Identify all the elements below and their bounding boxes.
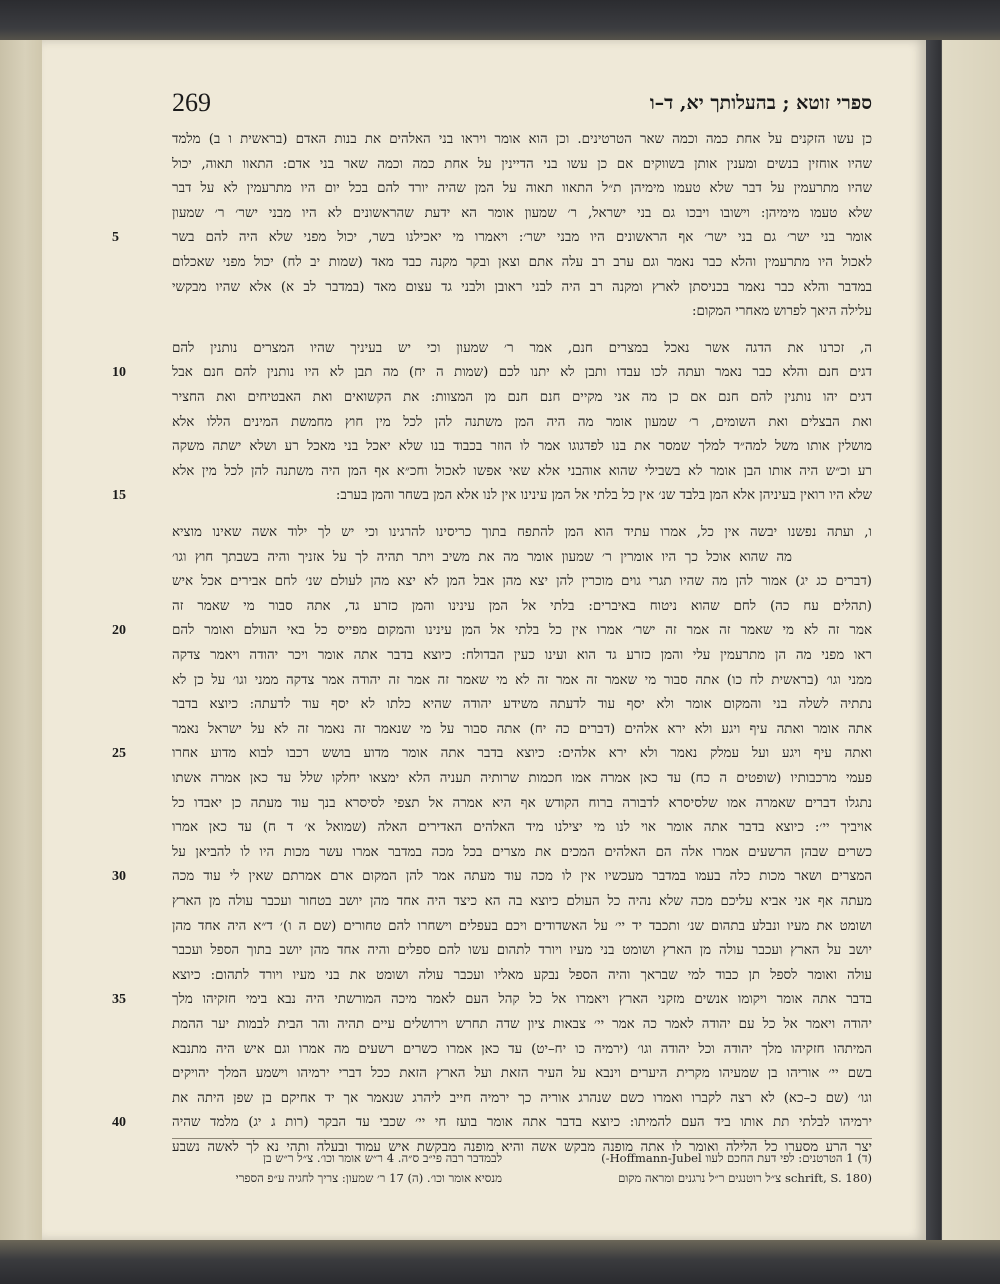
body-line: מושלין אותו משל למה״ד למלך שמסר את בנו לפדגוגו אמר לו הוזר בכבוד בנו שלא יאכל בני מאכל רע ושלא ישתה משקה [172, 439, 872, 455]
body-line: ואתה עיף ויגע ועל עמלק נאמר ולא ירא אלהים: כיוצא בדבר אתה אומר מדוע בושש רכבו לבוא מדוע אחרו [172, 746, 872, 762]
body-line: פעמי מרכבותיו (שופטים ה כח) עד כאן אמרה אמו חכמות שרותיה תעניה הלא ימצאו יחלקו שלל עד כאן אמרה אשתו [172, 771, 872, 786]
line-number: 15 [112, 488, 126, 504]
body-line: עלילה היאך לפרוש מאחרי המקום: [691, 304, 872, 320]
book-cover-left-edge [0, 0, 42, 1284]
running-title: ספרי זוטא ; בהעלותך יא, ד–ו [649, 92, 872, 114]
page-header [172, 88, 872, 128]
body-line: ראו מפני מה הן מתרעמין עלי והמן כזרע גד הוא ועינו כעין הבדולח: כיוצא בדבר אתה אומר ויכר יהודה ויאמר צדקה [172, 648, 872, 663]
body-line: שלא טעמו מימיהן: וישובו ויבכו גם בני ישראל, ר׳ שמעון אומר הא ידעת שהראשונים לא היו מבני ישר׳ ר׳ שמעון [172, 205, 872, 221]
body-line: ואת הבצלים ואת השומים, ר׳ שמעון אומר מה היה המן משתנה להן לכל מין חוץ מחמשת המינים הללו אלא [172, 414, 872, 430]
footnote-divider [172, 1138, 872, 1139]
body-line: (תהלים עח כה) לחם שהוא ניטוח באיברים: בלתי אל המן עינינו והמן כזרע גד, אתה סבור מי שאמר זה [172, 598, 872, 614]
book-cover-bottom-edge [0, 1240, 1000, 1284]
book-page [42, 40, 926, 1240]
body-line: יצר הרע מסערו כל הלילה ואומר לו אתה מופנה מבקש אשה והיא מופנה מבקשת איש עמוד ובעלה ותהי נא לך לאשה נשבע [172, 1140, 872, 1155]
body-line: נתתיה לשלה בני והמקום אומר ולא יסף עוד לדעתה משידע יהודה שהיא כלתו לא יסף עוד לדעתה: כיוצא בדבר [172, 697, 872, 713]
footnote-line: לבמדבר רבה פי״ב ס״ה. 4 ר״ש אומר וכו׳. צ״ל ר״ש בן [263, 1151, 502, 1165]
line-number: 35 [112, 992, 126, 1008]
body-line: וגו׳ (שם כ–כא) לא רצה לקברו ואמרו כשם שנהרג אוריה כך ירמיה חייב ליהרג שנאמר אך יד אחיקם בן שפן היתה את [172, 1090, 872, 1106]
body-line: בדבר אתה אומר ויקומו אנשים מזקני הארץ ויאמרו אל כל קהל העם לאמר מיכה המורשתי היה נבא בימי חזקיהו מלך [172, 992, 872, 1008]
body-line: לאכול היו מתרעמין והלא כבר נאמר וגם ערב רב עלה אתם וצאן ובקר מקנה כבד מאד (שמות יב לח) יכול מפני שאכלום [172, 255, 872, 270]
footnote-line: (ד) 1 הטרטנים: לפי דעת החכם לעוו Hoffmann-Jubel-) [601, 1151, 872, 1165]
line-number: 40 [112, 1115, 126, 1131]
body-line: מה שהוא אוכל כך היו אומרין ר׳ שמעון אומר מה את משיב ויתר תהיה לך על אזניך והיה בשבתך חוץ וגו׳ [172, 549, 792, 565]
body-line: ושומט את מעיו ונבלע בתהום שנ׳ ותכבד יד יי׳ על האשדודים ויכם בעפלים וישחרו להם טחורים (שם ה ו)׳ ד״א היה אחד מהן [172, 918, 872, 934]
body-line: אויביך יי׳: כיוצא בדבר אתה אומר אוי לנו מי יצילנו מיד האלהים האדירים האלה (שמואל א׳ ד ח) עד כאן אמרו [172, 820, 872, 836]
body-line: בשם יי׳ אוריהו בן שמעיהו מקרית היערים וינבא על העיר הזאת ועל הארץ הזאת ככל דברי ירמיהו וישמע המלך יהויקים [172, 1066, 872, 1082]
line-number: 25 [112, 746, 126, 762]
body-line: במדבר והלא כבר נאמר בכניסתן לארץ ומקנה רב היה לבני ראובן ולבני גד עצום מאד (במדבר לב א) אלא שהיו מבקשי [172, 279, 872, 295]
book-cover-top-edge [0, 0, 1000, 40]
footnote-line: (schrift, S. 180 צ״ל רוטנגים ר״ל נרגנים ומראה מקום [618, 1171, 872, 1185]
body-line: שהיו מתרעמין על דבר שלא טעמו מימיהן ת״ל התאוו תאוה על המן שהיה יורד להם בכל יום היו מתרעמין לא על דבר [172, 181, 872, 197]
body-line: יהודה ויאמר אל כל עם יהודה לאמר כה אמר יי׳ צבאות ציון שדה תחרש וירושלים עיים תהיה והר הבית לבמות יער ההמת [172, 1017, 872, 1032]
body-line: ממני וגו׳ (בראשית לח כו) אתה סבור מי שאמר זה אמר זה לא מי שאמר זה אמר זה יהודה אמר צדקה ממני וגו׳ על כן לא [172, 672, 872, 688]
book-cover-right-edge [922, 0, 1000, 1284]
body-line: כן עשו הזקנים על אחת כמה וכמה שאר הטרטינים. וכן הוא אומר ויראו בני האלהים את בנות האדם (בראשית ו ב) מלמד [172, 132, 872, 147]
body-line: שלא היו רואין בעיניהן אלא המן בלבד שנ׳ אין כל בלתי אל המן עינינו אין לנו אלא המן בשחר והמן בערב: [335, 488, 872, 504]
body-line: אתה אומר ואתה עיף ויגע ולא ירא אלהים (דברים כה יח) אתה סבור על מי שנאמר זה נאמר זה לא על ישראל נאמר [172, 721, 872, 737]
body-line: המיתהו חזקיהו מלך יהודה וכל יהודה וגו׳ (ירמיה כו יח–יט) עד כאן אמרו כשרים רשעים מה אמרו וגם איש היה מתנבא [172, 1041, 872, 1057]
line-number: 10 [112, 365, 126, 381]
body-line: (דברים כג יג) אמור להן מה שהיו תגרי גוים מוכרין להן יצא מהן אבל המן לא יצא מהן לעולם שנ׳ לחם אבירים אכל איש [172, 574, 872, 590]
line-number: 30 [112, 869, 126, 885]
body-line: דגים יהו נותנין להם חנם אם כן מה אני מקיים חנם חנם מן המצוות: את הקשואים ואת האבטיחים ואת החציר [172, 390, 872, 405]
body-line: אמר זה לא מי שאמר זה אמר זה ישר׳ אמרו אין כל בלתי אל המן עינינו והמקום מפייס כל באי העולם ואומר להם [172, 623, 872, 639]
body-line: ה, זכרנו את הדגה אשר נאכל במצרים חנם, אמר ר׳ שמעון וכי יש בעיניך שהיו המצרים נותנין להם [172, 340, 872, 356]
body-line: אומר בני ישר׳ גם בני ישר׳ אף הראשונים היו מבני ישר׳: ויאמרו מי יאכילנו בשר, יכול מפני שלא היה להם בשר [172, 230, 872, 246]
body-line: עולה ואומר לספל תן כבוד למי שבראך והיה הספל נבקע מאליו ועכבר עולה ושומט את בני מעיו ויורד לתהום: כיוצא [172, 967, 872, 983]
line-number: 20 [112, 623, 126, 639]
body-line: ו, ועתה נפשנו יבשה אין כל, אמרו עתיד הוא המן להתפח בתוך כריסינו להרגינו וכי יש לך ילוד אשה שאינו מוציא [172, 525, 872, 540]
body-line: שהיו אוחזין בנשים ומענין אותן בשווקים אם כן עשו בני הדיינין על אחת כמה וכמה שאר בני אדם: התאוו תאוה, יכול [172, 156, 872, 172]
body-line: ירמיהו לבלתי תת אותו ביד העם להמיתו: כיוצא בדבר אתה אומר בועז חי יי׳ שכבי עד הבקר (רות ג יג) מלמד שהיה [172, 1115, 872, 1131]
body-line: מעתה אף אני אביא עליכם מכה שלא נהיה כל העולם כיוצא בה הא כיצד היה אחד מהן יושב בטחור ועכבר עולה מן הארץ [172, 894, 872, 909]
footnote-line: מנסיא אומר וכו׳. (ה) 17 ר׳ שמעון: צריך לחגיה ע״פ הספרי [235, 1171, 502, 1185]
body-line: כשרים שבהן הרשעים אמרו אלה הם האלהים המכים את מצרים בכל מכה במדבר אמרו עשר מכות היו לו להביאן על [172, 844, 872, 860]
body-line: נתגלו דברים שאמרה אמו שלסיסרא לדבורה ברוח הקודש אף היא אמרה אל תצפי לסיסרא בנך עוד מעתה כן יאבדו כל [172, 795, 872, 811]
body-line: יושב על הארץ ועכבר עולה מן הארץ ושומט בני מעיו ויורד לתהום עשו להם ספלים והיה אחד מהן יושב בתוך הספל ועכבר [172, 943, 872, 959]
page-number: 269 [172, 88, 211, 117]
body-line: המצרים ושאר מכות כלה בעמו במדבר מעכשיו אין לו מכה עוד מעתה אמר להן המקום ארם אמרתם שאין לי עוד מכה [172, 869, 872, 885]
line-number: 5 [112, 230, 119, 246]
body-line: דגים חנם והלא כבר נאמר ועתה לכו עבדו ותבן לא יתנו לכם (שמות ה יח) מה תבן לא היו נותנין להם חנם אבל [172, 365, 872, 381]
body-line: רע וכ״ש היה אותו הבן אומר לא בשבילי שהוא אוהבני אלא שאי אפשו לאכול וחכ״א אף המן היה משתנה להן לכל מין אלא [172, 463, 872, 479]
